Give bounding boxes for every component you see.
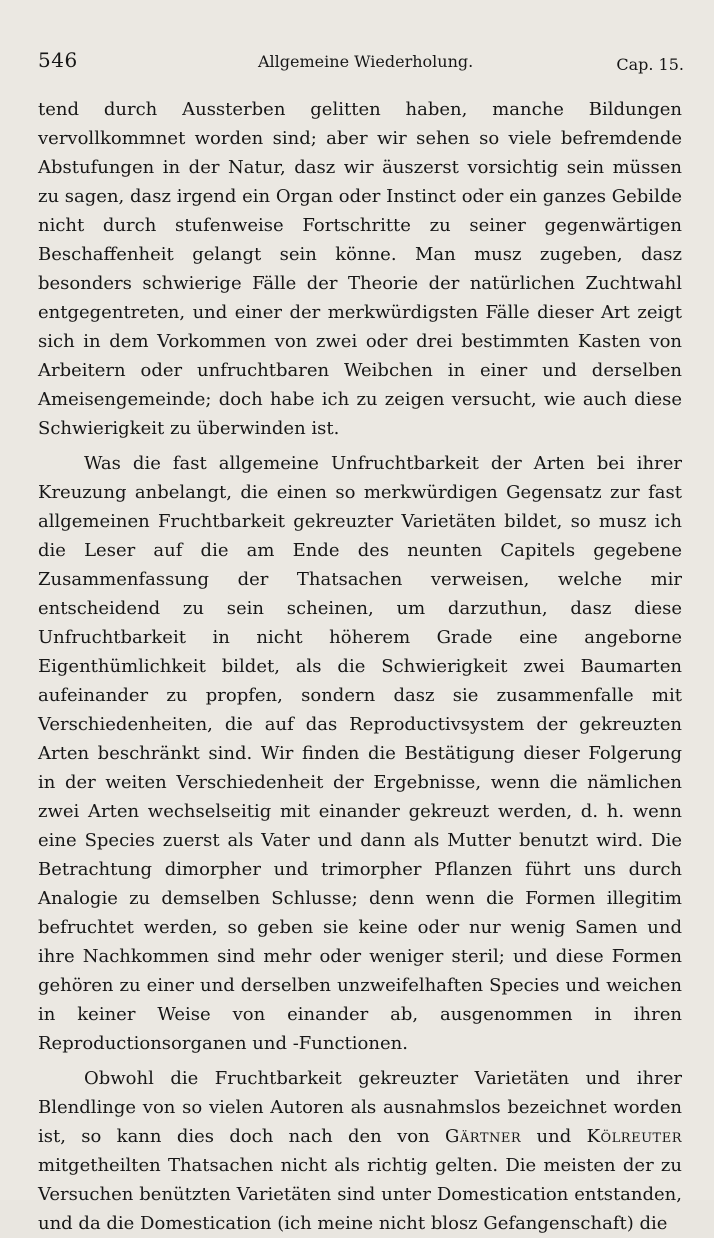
chapter-label: Cap. 15. [616,55,684,74]
body-text [38,95,682,1238]
running-title: Allgemeine Wiederholung. [258,52,474,71]
page-header [38,48,684,78]
paragraph-2: Was die fast allgemeine Unfruchtbarkeit der Arten bei ihrer Kreuzung anbelangt, die einen so merkwürdigen Gegensatz zur fast allgemeinen Fruchtbarkeit gekreuzter Varietäten bildet, so musz ich die Leser auf die am Ende des neunten Capitels gegebene Zusammenfassung der Thatsachen verweisen, welche mir entscheidend zu sein scheinen, um darzuthun, dasz diese Unfruchtbarkeit in nicht höherem Grade eine angeborne Eigenthümlichkeit bildet, als die Schwierigkeit zwei Baumarten aufeinander zu propfen, sondern dasz sie zusammenfalle mit Verschiedenheiten, die auf das Reproductivsystem der gekreuzten Arten beschränkt sind. Wir finden die Bestätigung dieser Folgerung in der weiten Verschiedenheit der Ergebnisse, wenn die nämlichen zwei Arten wechselseitig mit einander gekreuzt werden, d. h. wenn eine Species zuerst als Vater und dann als Mutter benutzt wird. Die Betrachtung dimorpher und trimorpher Pflanzen führt uns durch Analogie zu demselben Schlusse; denn wenn die Formen illegitim befruchtet werden, so geben sie keine oder nur wenig Samen und ihre Nachkommen sind mehr oder weniger steril; und diese Formen gehören zu einer und derselben unzweifelhaften Species und weichen in keiner Weise von einander ab, ausgenommen in ihren Reproductionsorganen und -Functionen. [38,453,682,1054]
page-number: 546 [38,48,78,72]
paragraph-3-text-a: Obwohl die Fruchtbarkeit gekreuzter Varietäten und ihrer Blendlinge von so vielen Autoren als ausnahmslos bezeichnet worden ist, so kann dies doch nach den von [38,1068,682,1147]
paragraph-3-conjunction: und [536,1126,572,1147]
paragraph-3 [38,1064,682,1238]
paragraph-3-text-b: mitgetheilten Thatsachen nicht als richtig gelten. Die meisten der zu Versuchen benützten Varietäten sind unter Domestication entstanden, und da die Domestication (ich meine nicht blosz Gefangenschaft) die [38,1155,682,1234]
author-gaertner: Gärtner [445,1126,522,1147]
author-koelreuter: Kölreuter [586,1126,682,1147]
paragraph-1: tend durch Aussterben gelitten haben, manche Bildungen vervollkommnet worden sind; aber wir sehen so viele befremdende Abstufungen in der Natur, dasz wir äuszerst vorsichtig sein müssen zu sagen, dasz irgend ein Organ oder Instinct oder ein ganzes Gebilde nicht durch stufenweise Fortschritte zu seiner gegenwärtigen Beschaffenheit gelangt sein könne. Man musz zugeben, dasz besonders schwierige Fälle der Theorie der natürlichen Zuchtwahl entgegentreten, und einer der merkwürdigsten Fälle dieser Art zeigt sich in dem Vorkommen von zwei oder drei bestimmten Kasten von Arbeitern oder unfruchtbaren Weibchen in einer und derselben Ameisengemeinde; doch habe ich zu zeigen versucht, wie auch diese Schwierigkeit zu überwinden ist. [38,99,682,439]
